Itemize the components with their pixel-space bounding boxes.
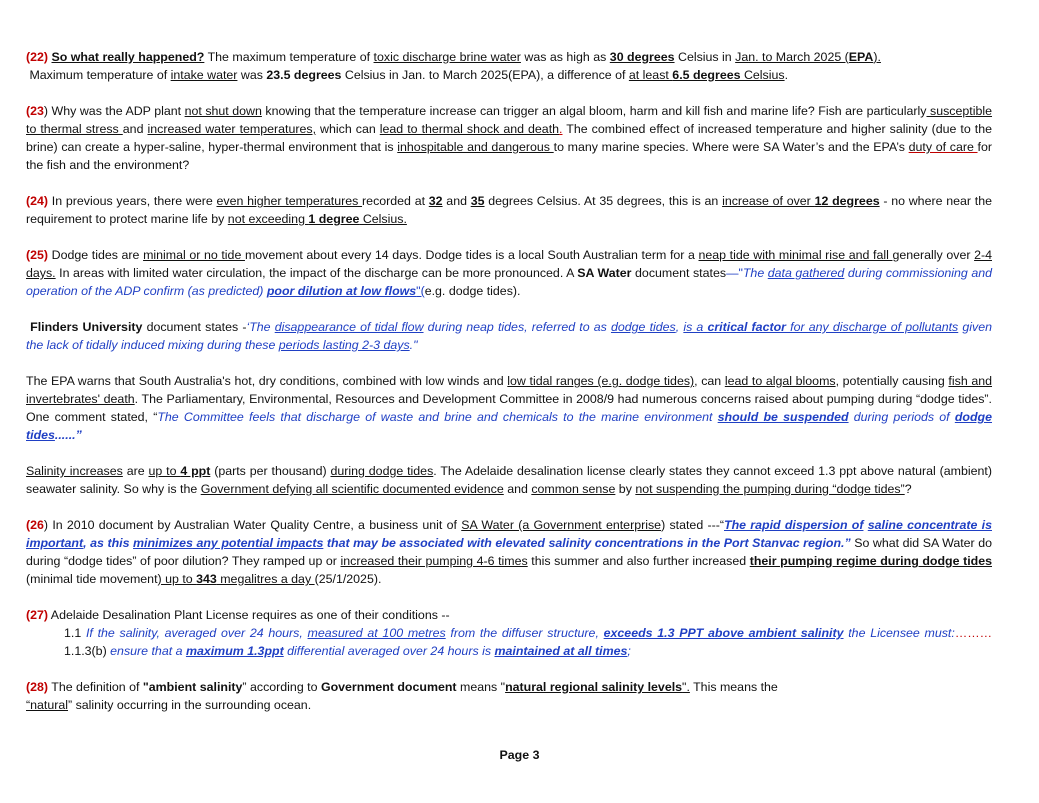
- paragraph-26: (26) In 2010 document by Australian Water Quality Centre, a business unit of SA Water (a Government enterprise) stated ---“The rapid dispersion of saline concentrate is important, as this minimizes any potential impacts that may be associated with elevated salinity concentrations in the Port Stanvac region.” So what did SA Water do during “dodge tides” of poor dilution? They ramped up or increased their pumping 4-6 times this summer and also further increased their pumping regime during dodge tides (minimal tide movement) up to 343 megalitres a day (25/1/2025).: [26, 518, 992, 586]
- license-condition: 1.1 If the salinity, averaged over 24 hours, measured at 100 metres from the diffuser structure, exceeds 1.3 PPT above ambient salinity the Licensee must:………1.1.3(b) ensure that a maximum 1.3ppt differential averaged over 24 hours is maintained at all times;: [64, 626, 992, 658]
- paragraph-number: (26: [26, 518, 44, 532]
- page-number: Page 3: [499, 748, 540, 762]
- paragraph-23: (23) Why was the ADP plant not shut down knowing that the temperature increase can trigger an algal bloom, harm and kill fish and marine life? Fish are particularly susceptible to thermal stress and increased water temperatures, which can lead to thermal shock and death. The combined effect of increased temperature and higher salinity (due to the brine) can create a hyper-saline, hyper-thermal environment that is inhospitable and dangerous to many marine species. Where were SA Water’s and the EPA’s duty of care for the fish and the environment?: [26, 104, 993, 172]
- paragraph-number: (23: [26, 104, 44, 118]
- paragraph-27: (27) Adelaide Desalination Plant License requires as one of their conditions --: [26, 608, 450, 622]
- paragraph-number: (24): [26, 194, 49, 208]
- paragraph-22: (22) So what really happened? The maximum temperature of toxic discharge brine water was as high as 30 degrees Celsius in Jan. to March 2025 (EPA). Maximum temperature of intake water was 23.5 degrees Celsius in Jan. to March 2025(EPA), a difference of at least 6.5 degrees Celsius.: [26, 50, 881, 82]
- paragraph-epa-warning: The EPA warns that South Australia's hot, dry conditions, combined with low winds and low tidal ranges (e.g. dodge tides), can lead to algal blooms, potentially causing fish and invertebrates' death. The Parliamentary, Environmental, Resources and Development Committee in 2008/9 had numerous concerns raised about pumping during “dodge tides”. One comment stated, “The Committee feels that discharge of waste and brine and chemicals to the marine environment should be suspended during periods of dodge tides......”: [26, 374, 993, 442]
- paragraph-24: (24) In previous years, there were even higher temperatures recorded at 32 and 35 degrees Celsius. At 35 degrees, this is an increase of over 12 degrees - no where near the requirement to protect marine life by not exceeding 1 degree Celsius.: [26, 194, 992, 226]
- paragraph-number: (27): [26, 608, 49, 622]
- paragraph-salinity: Salinity increases are up to 4 ppt (parts per thousand) during dodge tides. The Adelaide desalination license clearly states they cannot exceed 1.3 ppt above natural (ambient) seawater salinity. So why is the Government defying all scientific documented evidence and common sense by not suspending the pumping during “dodge tides”?: [26, 464, 992, 496]
- paragraph-number: (28): [26, 680, 49, 694]
- paragraph-number: (25): [26, 248, 49, 262]
- paragraph-25: (25) Dodge tides are minimal or no tide movement about every 14 days. Dodge tides is a local South Australian term for a neap tide with minimal rise and fall generally over 2-4 days. In areas with limited water circulation, the impact of the discharge can be more pronounced. A SA Water document states—"The data gathered during commissioning and operation of the ADP confirm (as predicted) poor dilution at low flows"(e.g. dodge tides).: [26, 248, 993, 298]
- paragraph-28: (28) The definition of "ambient salinity” according to Government document means "natural regional salinity levels". This means the “natural” salinity occurring in the surrounding ocean.: [26, 680, 778, 712]
- document-page: [26, 48, 992, 732]
- paragraph-number: (22): [26, 50, 49, 64]
- paragraph-flinders-quote: Flinders University document states -‘The disappearance of tidal flow during neap tides, referred to as dodge tides, is a critical factor for any discharge of pollutants given the lack of tidally induced mixing during these periods lasting 2-3 days.": [26, 320, 993, 352]
